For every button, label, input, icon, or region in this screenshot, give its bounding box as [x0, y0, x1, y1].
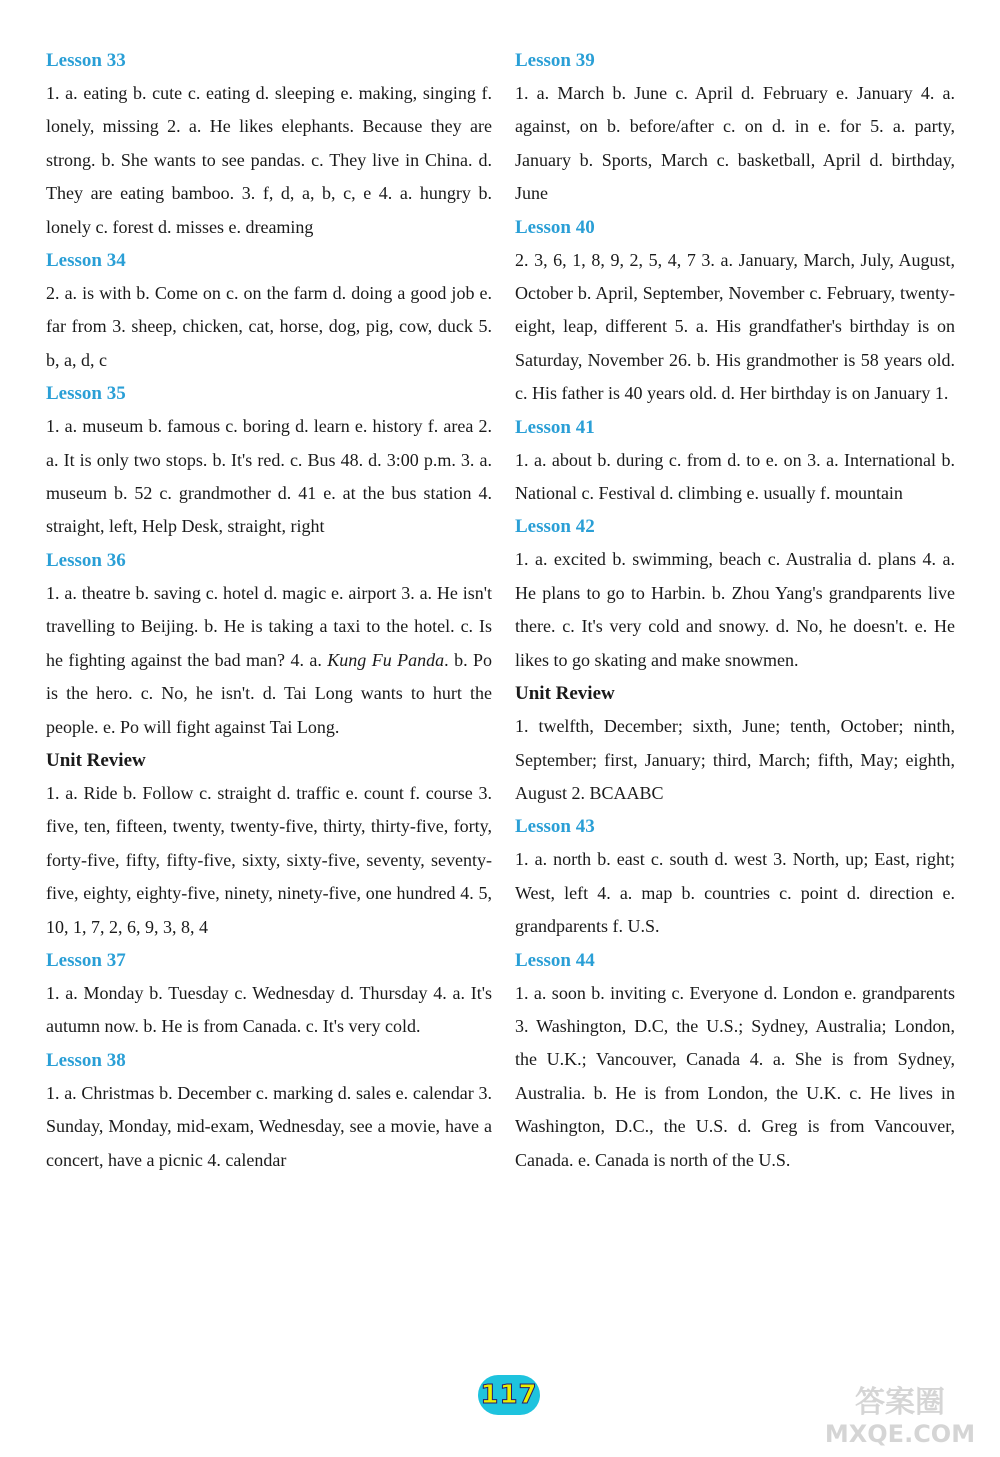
section-heading: Lesson 42	[515, 516, 595, 538]
lesson-38-section	[46, 1044, 492, 1177]
lesson-41-section	[515, 411, 955, 511]
section-heading: Lesson 39	[515, 50, 595, 71]
section-heading: Lesson 37	[46, 949, 126, 971]
section-answers: 1. a. north b. east c. south d. west 3. North, up; East, right; West, left 4. a. map b. countries c. point d. direction e. grandparents f. U.S.	[515, 849, 955, 937]
section-answers: 1. twelfth, December; sixth, June; tenth, October; ninth, September; first, January; third, March; fifth, May; eighth, August 2. BCAABC	[515, 716, 955, 803]
lesson-36-section	[46, 544, 492, 744]
section-answers: 1. a. excited b. swimming, beach c. Australia d. plans 4. a. He plans to go to Harbin. b. Zhou Yang's grandparents live there. c. It's very cold and snowy. d. No, he doesn't. e. He likes to go skating and make snowmen.	[515, 549, 955, 670]
section-heading: Unit Review	[515, 683, 615, 705]
section-answers: 1. a. Ride b. Follow c. straight d. traffic e. count f. course 3. five, ten, fifteen, twenty, twenty-five, thirty, thirty-five, forty, forty-five, fifty, fifty-five, sixty, sixty-five, seventy, seventy-five, eighty, eighty-five, ninety, ninety-five, one hundred 4. 5, 10, 1, 7, 2, 6, 9, 3, 8, 4	[46, 782, 492, 937]
lesson-40-section	[515, 211, 955, 411]
section-answers: 1. a. March b. June c. April d. February e. January 4. a. against, on b. before/after c. on d. in e. for 5. a. party, January b. Sports, March c. basketball, April d. birthday, June	[515, 83, 955, 204]
section-answers: 1. a. eating b. cute c. eating d. sleeping e. making, singing f. lonely, missing 2. a. He likes elephants. Because they are strong. b. She wants to see pandas. c. They live in China. d. They are eating bamboo. 3. f, d, a, b, c, e 4. a. hungry b. lonely c. forest d. misses e. dreaming	[46, 83, 492, 237]
lesson-33-section	[46, 44, 492, 244]
section-heading: Lesson 40	[515, 216, 595, 238]
unit-review-section	[46, 744, 492, 944]
film-title: Kung Fu Panda	[327, 649, 445, 670]
section-answers: 2. a. is with b. Come on c. on the farm d. doing a good job e. far from 3. sheep, chicken, cat, horse, dog, pig, cow, duck 5. b, a, d, c	[46, 283, 492, 370]
section-answers: 1. a. about b. during c. from d. to e. on 3. a. International b. National c. Festival d. climbing e. usually f. mountain	[515, 449, 955, 504]
section-heading: Lesson 36	[46, 549, 126, 571]
section-heading: Lesson 43	[515, 816, 595, 838]
section-answers: 1. a. Monday b. Tuesday c. Wednesday d. Thursday 4. a. It's autumn now. b. He is from Canada. c. It's very cold.	[46, 982, 492, 1037]
watermark-top-text: 答案圈	[855, 1385, 945, 1420]
section-heading: Lesson 44	[515, 949, 595, 971]
section-answers: 1. a. theatre b. saving c. hotel d. magic e. airport 3. a. He isn't travelling to Beijing. b. He is taking a taxi to the hotel. c. Is he fighting against the bad man? 4. a. Kung Fu Panda. b. Po is the hero. c. No, he isn't. d. Tai Long wants to hurt the people. e. Po will fight against Tai Long.	[46, 582, 492, 737]
lesson-39-section	[515, 44, 955, 211]
right-column	[515, 44, 955, 1177]
watermark-bottom-text: MXQE.COM	[824, 1420, 976, 1448]
lesson-43-section	[515, 810, 955, 943]
section-heading: Lesson 41	[515, 416, 595, 438]
section-heading: Lesson 38	[46, 1049, 126, 1071]
section-answers: 1. a. soon b. inviting c. Everyone d. London e. grandparents 3. Washington, D.C, the U.S.; Sydney, Australia; London, the U.K.; Vancouver, Canada 4. a. She is from Sydney, Australia. b. He is from London, the U.K. c. He lives in Washington, D.C., the U.S. d. Greg is from Vancouver, Canada. e. Canada is north of the U.S.	[515, 982, 955, 1170]
page-number-badge: 117	[478, 1375, 540, 1415]
unit-review-section	[515, 677, 955, 810]
lesson-42-section	[515, 510, 955, 677]
section-heading: Lesson 34	[46, 250, 126, 272]
lesson-44-section	[515, 944, 955, 1177]
lesson-35-section	[46, 377, 492, 544]
section-answers: 1. a. museum b. famous c. boring d. learn e. history f. area 2. a. It is only two stops. b. It's red. c. Bus 48. d. 3:00 p.m. 3. a. museum b. 52 c. grandmother d. 41 e. at the bus station 4. straight, left, Help Desk, straight, right	[46, 416, 492, 537]
section-heading: Lesson 35	[46, 383, 126, 405]
lesson-37-section	[46, 944, 492, 1044]
watermark-logo	[812, 1378, 988, 1448]
section-answers: 1. a. Christmas b. December c. marking d. sales e. calendar 3. Sunday, Monday, mid-exam, Wednesday, see a movie, have a concert, have a picnic 4. calendar	[46, 1082, 492, 1170]
lesson-34-section	[46, 244, 492, 377]
section-answers: 2. 3, 6, 1, 8, 9, 2, 5, 4, 7 3. a. January, March, July, August, October b. April, September, November c. February, twenty-eight, leap, different 5. a. His grandfather's birthday is on Saturday, November 26. b. His grandmother is 58 years old. c. His father is 40 years old. d. Her birthday is on January 1.	[515, 249, 955, 404]
section-heading: Unit Review	[46, 749, 146, 771]
section-heading: Lesson 33	[46, 50, 126, 71]
left-column	[46, 44, 492, 1177]
